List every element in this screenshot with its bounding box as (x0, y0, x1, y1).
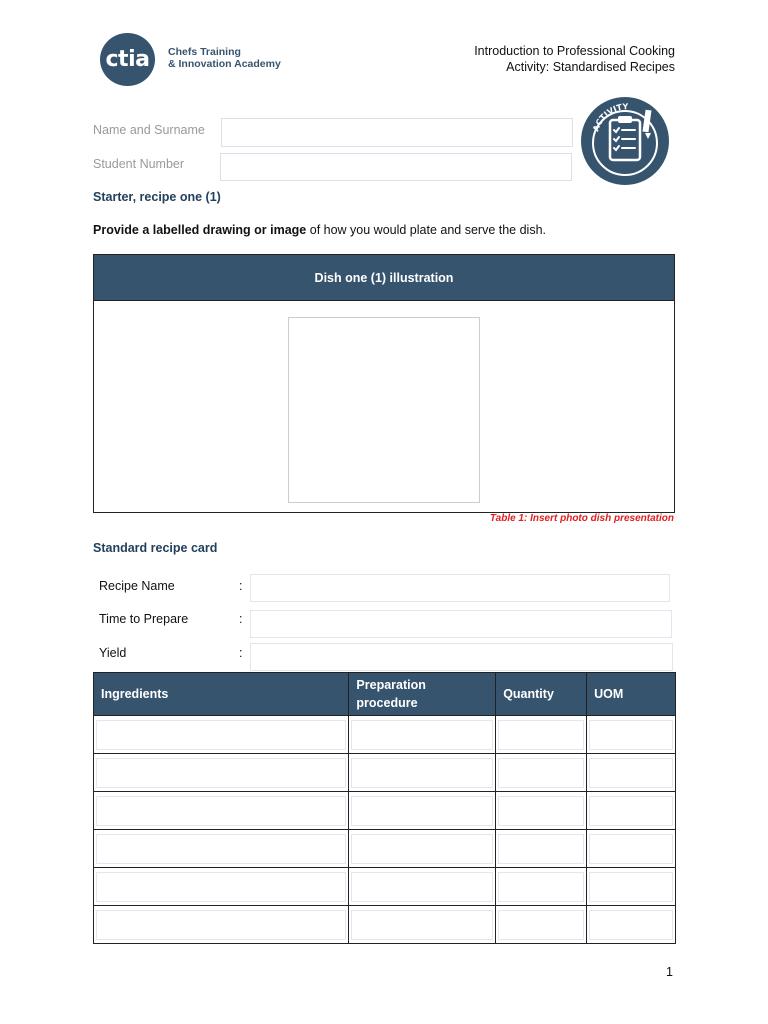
ingredient-cell (94, 830, 349, 868)
uom-cell (587, 830, 676, 868)
ingredient-field[interactable] (96, 720, 346, 750)
activity-title: Activity: Standardised Recipes (506, 60, 675, 74)
uom-field[interactable] (589, 758, 673, 788)
uom-field[interactable] (589, 834, 673, 864)
name-field[interactable] (221, 118, 573, 147)
instruction-bold: Provide a labelled drawing or image (93, 223, 307, 237)
uom-cell (587, 792, 676, 830)
quantity-cell (496, 906, 587, 944)
time-to-prepare-field[interactable] (250, 610, 672, 638)
quantity-field[interactable] (498, 834, 584, 864)
uom-cell (587, 906, 676, 944)
quantity-field[interactable] (498, 758, 584, 788)
ingredient-field[interactable] (96, 834, 346, 864)
instruction-rest: of how you would plate and serve the dish. (306, 223, 546, 237)
uom-cell (587, 868, 676, 906)
recipe-card-title: Standard recipe card (93, 541, 218, 555)
name-label: Name and Surname (93, 123, 205, 137)
recipe-name-field[interactable] (250, 574, 670, 602)
ingredient-cell (94, 716, 349, 754)
preparation-field[interactable] (351, 720, 493, 750)
ctia-logo: ctia (100, 33, 155, 86)
table-row (94, 830, 676, 868)
quantity-field[interactable] (498, 796, 584, 826)
col-header-ingredients: Ingredients (94, 673, 349, 716)
table-row (94, 754, 676, 792)
preparation-field[interactable] (351, 796, 493, 826)
preparation-field[interactable] (351, 910, 493, 940)
document-header (474, 43, 675, 75)
quantity-cell (496, 792, 587, 830)
photo-upload-box[interactable] (288, 317, 480, 503)
quantity-cell (496, 754, 587, 792)
col-header-uom: UOM (587, 673, 676, 716)
preparation-field[interactable] (351, 758, 493, 788)
uom-field[interactable] (589, 872, 673, 902)
recipe-name-colon: : (239, 579, 243, 593)
preparation-cell (349, 868, 496, 906)
time-to-prepare-label: Time to Prepare (99, 612, 189, 626)
table-row (94, 716, 676, 754)
time-to-prepare-colon: : (239, 612, 243, 626)
quantity-field[interactable] (498, 872, 584, 902)
preparation-cell (349, 716, 496, 754)
ingredient-field[interactable] (96, 796, 346, 826)
ingredient-cell (94, 754, 349, 792)
ingredients-table (93, 672, 676, 944)
yield-colon: : (239, 646, 243, 660)
preparation-cell (349, 906, 496, 944)
preparation-cell (349, 830, 496, 868)
quantity-cell (496, 830, 587, 868)
course-title: Introduction to Professional Cooking (474, 44, 675, 58)
ingredients-header-row (94, 673, 676, 716)
ingredient-cell (94, 792, 349, 830)
page-number: 1 (666, 965, 673, 979)
table-row (94, 792, 676, 830)
ingredient-cell (94, 868, 349, 906)
uom-field[interactable] (589, 796, 673, 826)
logo-text (168, 46, 281, 70)
uom-field[interactable] (589, 910, 673, 940)
ingredient-field[interactable] (96, 758, 346, 788)
logo-line-1: Chefs Training (168, 46, 241, 58)
uom-cell (587, 716, 676, 754)
preparation-field[interactable] (351, 872, 493, 902)
preparation-field[interactable] (351, 834, 493, 864)
yield-field[interactable] (250, 643, 673, 671)
table-row (94, 868, 676, 906)
ingredient-cell (94, 906, 349, 944)
yield-label: Yield (99, 646, 127, 660)
student-number-field[interactable] (220, 153, 572, 181)
badge-label: ACTIVITY (591, 102, 629, 133)
col-header-quantity: Quantity (496, 673, 587, 716)
section-title: Starter, recipe one (1) (93, 190, 221, 204)
logo-line-2: & Innovation Academy (168, 58, 281, 70)
recipe-name-label: Recipe Name (99, 579, 175, 593)
uom-field[interactable] (589, 720, 673, 750)
uom-cell (587, 754, 676, 792)
activity-badge-icon (578, 96, 672, 186)
illustration-header: Dish one (1) illustration (93, 254, 675, 301)
ingredients-body (94, 716, 676, 944)
quantity-field[interactable] (498, 910, 584, 940)
table-row (94, 906, 676, 944)
quantity-field[interactable] (498, 720, 584, 750)
col-header-preparation: Preparation procedure (349, 673, 496, 716)
preparation-cell (349, 792, 496, 830)
instruction-text (93, 223, 546, 237)
quantity-cell (496, 868, 587, 906)
illustration-caption: Table 1: Insert photo dish presentation (489, 513, 674, 524)
ingredient-field[interactable] (96, 872, 346, 902)
ingredient-field[interactable] (96, 910, 346, 940)
student-number-label: Student Number (93, 157, 185, 171)
preparation-cell (349, 754, 496, 792)
quantity-cell (496, 716, 587, 754)
